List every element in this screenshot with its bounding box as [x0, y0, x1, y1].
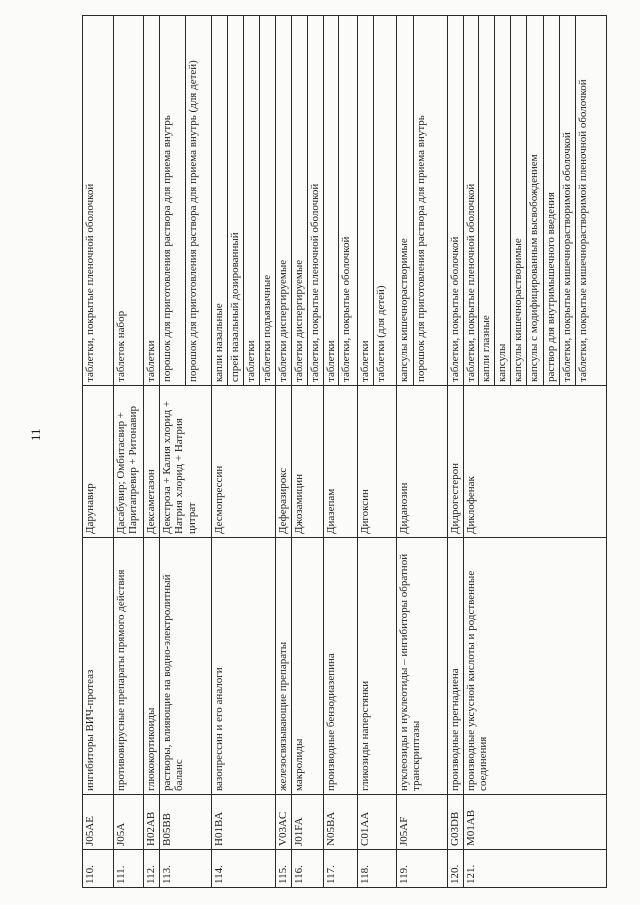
dosage-form: таблетки диспергируемые: [291, 16, 307, 386]
pharmacologic-group: растворы, влияющие на водно-электролитный баланс: [160, 538, 212, 795]
dosage-form: раствор для внутримышечного введения: [543, 16, 559, 386]
drug-name: Дасабувир; Омбитасвир + Паритапревир + Ритонавир: [114, 386, 144, 538]
pharmacologic-group: гликозиды наперстянки: [358, 538, 397, 795]
page-number: 11: [28, 428, 43, 441]
pharmacologic-group: нуклеозиды и нуклеотиды – ингибиторы обратной транскриптазы: [396, 538, 447, 795]
pharmacologic-group: макролиды: [291, 538, 323, 795]
atc-code: H01BA: [211, 795, 275, 850]
dosage-form: таблетки, покрытые пленочной оболочкой: [83, 16, 114, 386]
atc-code: C01AA: [358, 795, 397, 850]
dosage-form: таблеток набор: [114, 16, 144, 386]
pharmacologic-group: производные прегнадиена: [447, 538, 463, 795]
row-number: 121.: [463, 850, 606, 888]
pharmacologic-group: железосвязывающие препараты: [275, 538, 291, 795]
dosage-form: капли назальные: [211, 16, 227, 386]
atc-code: G03DB: [447, 795, 463, 850]
table-row: [275, 16, 291, 888]
row-number: 113.: [160, 850, 212, 888]
dosage-form: таблетки, покрытые пленочной оболочкой: [307, 16, 323, 386]
table-row: [211, 16, 227, 888]
dosage-form: капсулы с модифицированным высвобождением: [527, 16, 544, 386]
dosage-form: таблетки, покрытые кишечнорастворимой пленочной оболочкой: [575, 16, 606, 386]
drug-name: Деферазирокс: [275, 386, 291, 538]
row-number: 117.: [323, 850, 358, 888]
row-number: 118.: [358, 850, 397, 888]
table-row: [83, 16, 114, 888]
table-row: [358, 16, 374, 888]
table-row: [160, 16, 186, 888]
table-row: [144, 16, 160, 888]
drug-table: [82, 15, 607, 888]
dosage-form: таблетки: [144, 16, 160, 386]
drug-name: Дексаметазон: [144, 386, 160, 538]
dosage-form: порошок для приготовления раствора для приема внутрь: [414, 16, 447, 386]
pharmacologic-group: ингибиторы ВИЧ-протеаз: [83, 538, 114, 795]
dosage-form: таблетки, покрытые оболочкой: [447, 16, 463, 386]
atc-code: V03AC: [275, 795, 291, 850]
atc-code: J05AE: [83, 795, 114, 850]
dosage-form: таблетки (для детей): [374, 16, 397, 386]
atc-code: H02AB: [144, 795, 160, 850]
dosage-form: капсулы кишечнорастворимые: [396, 16, 414, 386]
pharmacologic-group: глюкокортикоиды: [144, 538, 160, 795]
dosage-form: порошок для приготовления раствора для приема внутрь (для детей): [185, 16, 211, 386]
dosage-form: таблетки подъязычные: [259, 16, 275, 386]
drug-table-rotated: [82, 16, 607, 888]
atc-code: J01FA: [291, 795, 323, 850]
drug-table-body: [83, 16, 607, 888]
drug-name: Дигоксин: [358, 386, 397, 538]
pharmacologic-group: вазопрессин и его аналоги: [211, 538, 275, 795]
pharmacologic-group: производные уксусной кислоты и родственные соединения: [463, 538, 606, 795]
drug-name: Диданозин: [396, 386, 447, 538]
row-number: 114.: [211, 850, 275, 888]
drug-name: Диазепам: [323, 386, 358, 538]
row-number: 116.: [291, 850, 323, 888]
atc-code: J05A: [114, 795, 144, 850]
dosage-form: капсулы: [495, 16, 511, 386]
dosage-form: таблетки: [358, 16, 374, 386]
drug-name: Джозамицин: [291, 386, 323, 538]
dosage-form: капсулы кишечнорастворимые: [511, 16, 527, 386]
table-row: [114, 16, 144, 888]
dosage-form: капли глазные: [479, 16, 495, 386]
drug-name: Декстроза + Калия хлорид + Натрия хлорид + Натрия цитрат: [160, 386, 212, 538]
table-row: [396, 16, 414, 888]
dosage-form: таблетки: [323, 16, 339, 386]
row-number: 111.: [114, 850, 144, 888]
row-number: 112.: [144, 850, 160, 888]
pharmacologic-group: производные бензодиазепина: [323, 538, 358, 795]
row-number: 120.: [447, 850, 463, 888]
atc-code: B05BB: [160, 795, 212, 850]
drug-name: Дидрогестерон: [447, 386, 463, 538]
drug-name: Десмопрессин: [211, 386, 275, 538]
atc-code: M01AB: [463, 795, 606, 850]
dosage-form: порошок для приготовления раствора для приема внутрь: [160, 16, 186, 386]
row-number: 115.: [275, 850, 291, 888]
table-row: [463, 16, 479, 888]
atc-code: N05BA: [323, 795, 358, 850]
dosage-form: таблетки диспергируемые: [275, 16, 291, 386]
table-row: [323, 16, 339, 888]
dosage-form: спрей назальный дозированный: [227, 16, 243, 386]
drug-name: Диклофенак: [463, 386, 606, 538]
dosage-form: таблетки, покрытые кишечнорастворимой оболочкой: [559, 16, 575, 386]
dosage-form: таблетки: [243, 16, 259, 386]
dosage-form: таблетки, покрытые пленочной оболочкой: [463, 16, 479, 386]
row-number: 119.: [396, 850, 447, 888]
table-row: [291, 16, 307, 888]
drug-name: Дарунавир: [83, 386, 114, 538]
row-number: 110.: [83, 850, 114, 888]
table-row: [447, 16, 463, 888]
pharmacologic-group: противовирусные препараты прямого действия: [114, 538, 144, 795]
atc-code: J05AF: [396, 795, 447, 850]
dosage-form: таблетки, покрытые оболочкой: [339, 16, 358, 386]
